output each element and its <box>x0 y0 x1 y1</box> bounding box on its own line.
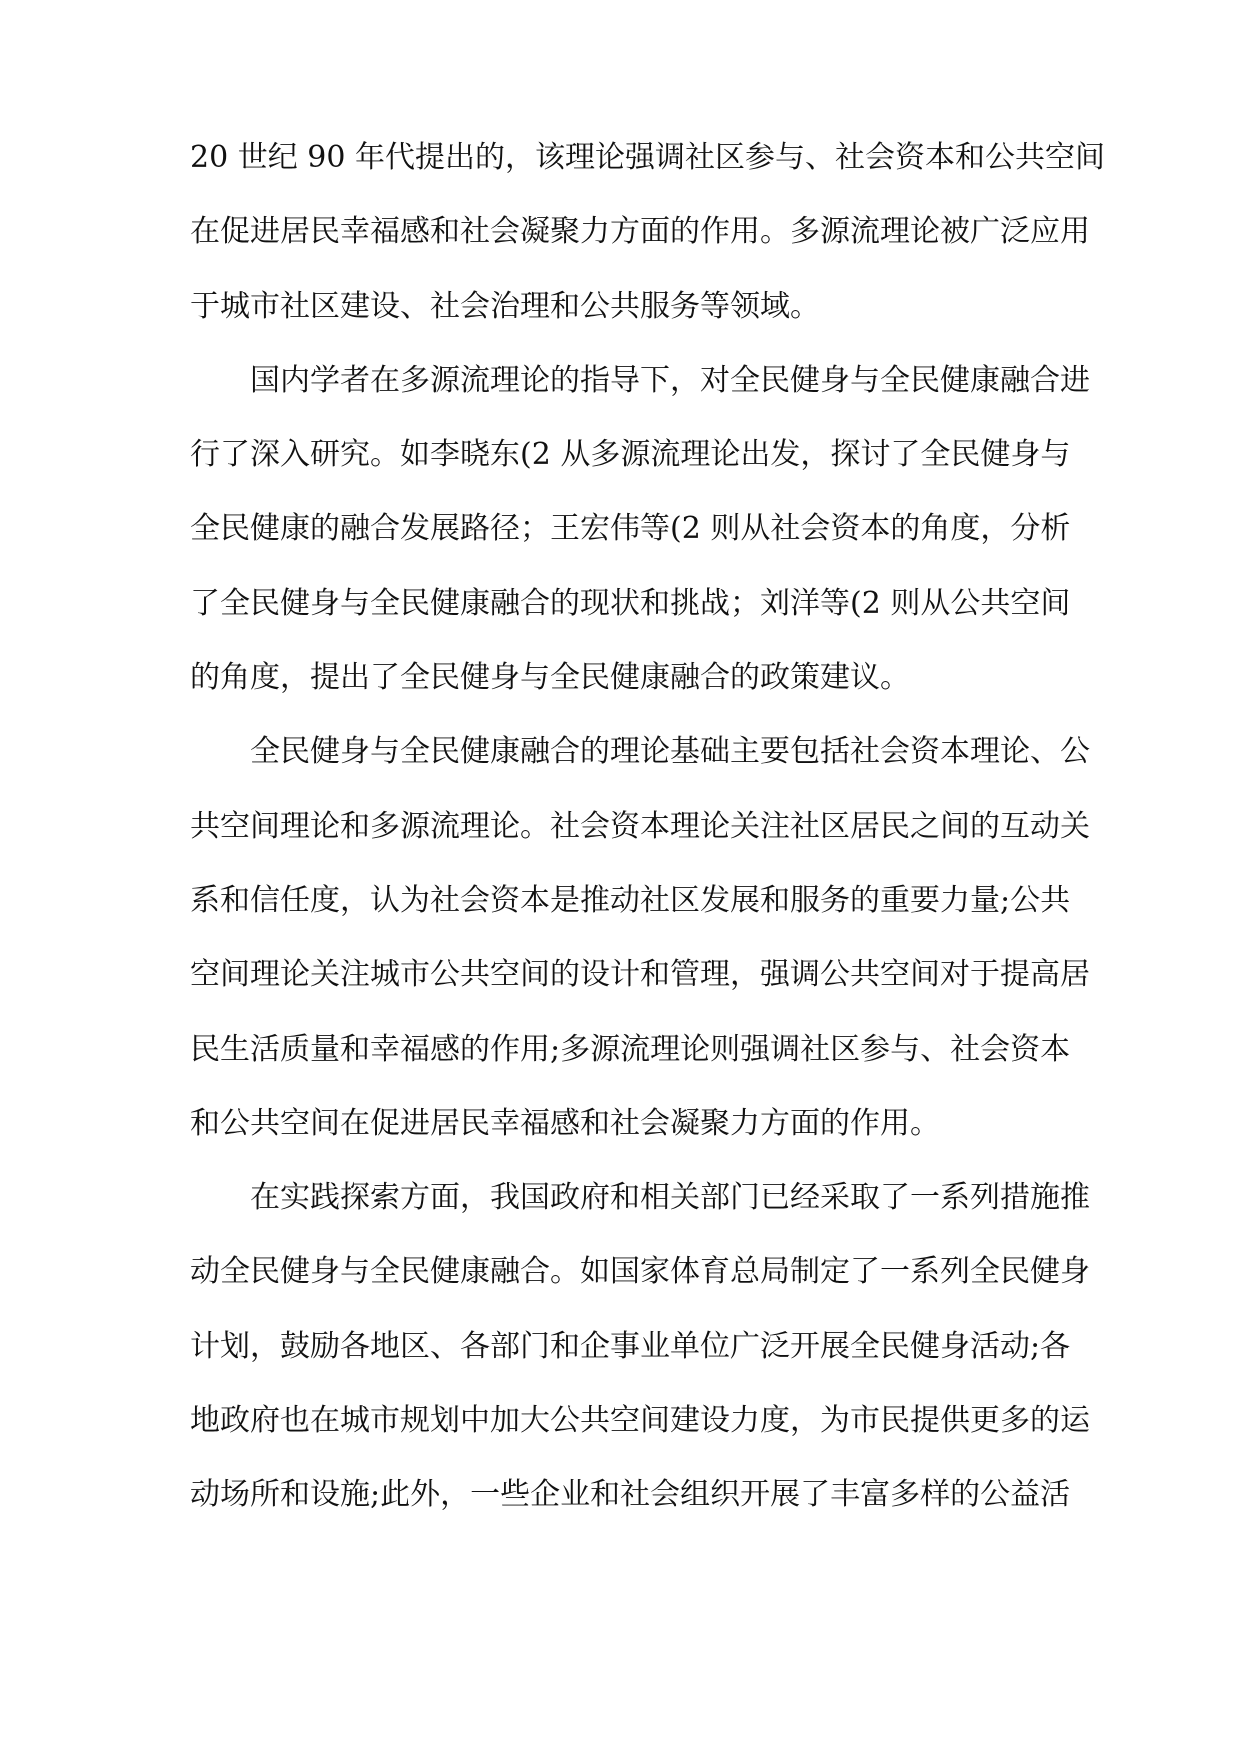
text-line: 在促进居民幸福感和社会凝聚力方面的作用。多源流理论被广泛应用 <box>190 214 1090 250</box>
text-line: 地政府也在城市规划中加大公共空间建设力度，为市民提供更多的运 <box>190 1403 1090 1439</box>
text-line: 国内学者在多源流理论的指导下，对全民健身与全民健康融合进 <box>190 362 1090 398</box>
text-line: 于城市社区建设、社会治理和公共服务等领域。 <box>190 288 820 324</box>
text-line: 民生活质量和幸福感的作用;多源流理论则强调社区参与、社会资本 <box>190 1031 1071 1067</box>
text-line: 全民健康的融合发展路径；王宏伟等(2 则从社会资本的角度，分析 <box>190 511 1071 547</box>
text-line: 了全民健身与全民健康融合的现状和挑战；刘洋等(2 则从公共空间 <box>190 585 1071 621</box>
text-line: 全民健身与全民健康融合的理论基础主要包括社会资本理论、公 <box>190 734 1090 770</box>
text-line: 20 世纪 90 年代提出的，该理论强调社区参与、社会资本和公共空间 <box>190 140 1105 175</box>
text-line: 的角度，提出了全民健身与全民健康融合的政策建议。 <box>190 660 910 696</box>
text-line: 行了深入研究。如李晓东(2 从多源流理论出发，探讨了全民健身与 <box>190 437 1071 473</box>
text-line: 在实践探索方面，我国政府和相关部门已经采取了一系列措施推 <box>190 1180 1090 1216</box>
text-line: 系和信任度，认为社会资本是推动社区发展和服务的重要力量;公共 <box>190 882 1071 918</box>
text-line: 共空间理论和多源流理论。社会资本理论关注社区居民之间的互动关 <box>190 808 1090 844</box>
text-line: 和公共空间在促进居民幸福感和社会凝聚力方面的作用。 <box>190 1105 940 1141</box>
text-line: 动全民健身与全民健康融合。如国家体育总局制定了一系列全民健身 <box>190 1254 1090 1290</box>
body-text <box>190 140 1105 1552</box>
text-line: 计划，鼓励各地区、各部门和企事业单位广泛开展全民健身活动;各 <box>190 1328 1071 1364</box>
text-line: 空间理论关注城市公共空间的设计和管理，强调公共空间对于提高居 <box>190 957 1090 993</box>
text-line: 动场所和设施;此外，一些企业和社会组织开展了丰富多样的公益活 <box>190 1477 1071 1513</box>
